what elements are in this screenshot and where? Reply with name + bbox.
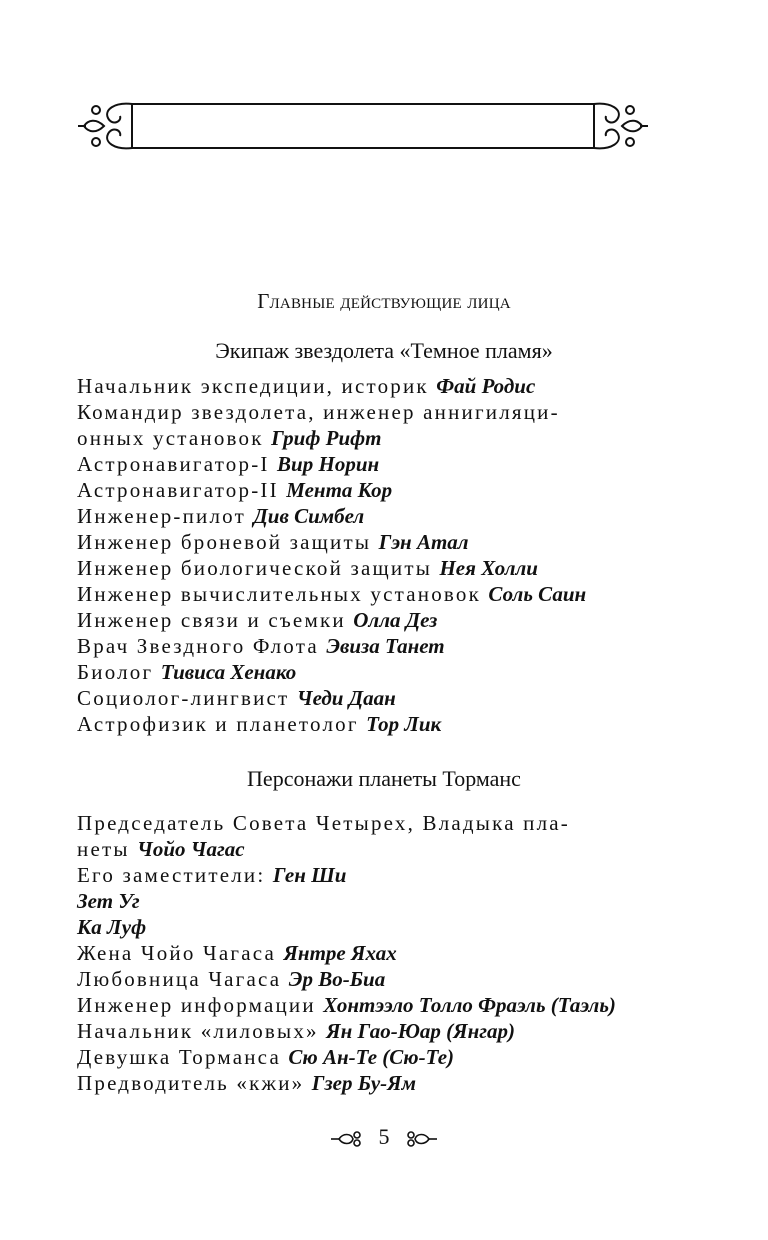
character-name: Фай Родис [436, 374, 536, 398]
character-role: Инженер броневой защиты [77, 530, 379, 554]
character-entry [77, 914, 717, 940]
character-entry [77, 685, 717, 711]
left-fleuron-icon [329, 1129, 363, 1149]
character-name: Гриф Рифт [271, 426, 382, 450]
character-role: Начальник «лиловых» [77, 1019, 327, 1043]
character-name: Нея Холли [439, 556, 538, 580]
character-name: Чойо Чагас [137, 837, 245, 861]
character-role: Инженер биологической защиты [77, 556, 440, 580]
character-name: Ка Луф [77, 915, 147, 939]
character-entry [77, 810, 717, 836]
character-role: Врач Звездного Флота [77, 634, 327, 658]
character-role: Социолог-лингвист [77, 686, 297, 710]
character-role: Инженер связи и съемки [77, 608, 354, 632]
character-role: Девушка Торманса [77, 1045, 289, 1069]
character-entry [77, 659, 717, 685]
character-entry [77, 477, 717, 503]
crew-list [77, 373, 717, 737]
character-name: Янтре Яхах [283, 941, 397, 965]
character-entry [77, 862, 717, 888]
character-name: Хонтээло Толло Фраэль (Таэль) [323, 993, 616, 1017]
character-role: Начальник экспедиции, историк [77, 374, 437, 398]
character-name: Эр Во-Биа [288, 967, 386, 991]
character-role: Биолог [77, 660, 161, 684]
character-role: Астрофизик и планетолог [77, 712, 367, 736]
character-role: Астронавигатор-II [77, 478, 287, 502]
character-name: Эвиза Танет [326, 634, 445, 658]
page-number: 5 [378, 1124, 390, 1149]
character-entry [77, 607, 717, 633]
character-name: Гэн Атал [378, 530, 469, 554]
character-role: Инженер вычислительных установок [77, 582, 489, 606]
character-entry [77, 940, 717, 966]
character-name: Тивиса Хенако [160, 660, 297, 684]
character-entry [77, 451, 717, 477]
character-role: Астронавигатор-I [77, 452, 278, 476]
character-entry [77, 836, 717, 862]
planet-characters-list [77, 810, 717, 1096]
character-entry [77, 888, 717, 914]
character-role: Любовница Чагаса [77, 967, 289, 991]
character-entry [77, 425, 717, 451]
character-entry [77, 399, 717, 425]
character-role: Предводитель «кжи» [77, 1071, 312, 1095]
character-role: Его заместители: [77, 863, 273, 887]
character-role: Инженер-пилот [77, 504, 254, 528]
character-role: Инженер информации [77, 993, 324, 1017]
character-name: Сю Ан-Те (Сю-Те) [288, 1045, 455, 1069]
character-entry [77, 529, 717, 555]
character-role: онных установок [77, 426, 272, 450]
character-role: неты [77, 837, 138, 861]
character-entry [77, 992, 717, 1018]
character-name: Ян Гао-Юар (Янгар) [326, 1019, 515, 1043]
character-entry [77, 1070, 717, 1096]
character-entry [77, 1044, 717, 1070]
character-name: Чеди Даан [296, 686, 396, 710]
character-name: Ген Ши [272, 863, 347, 887]
page-title: Главные действующие лица [257, 289, 511, 313]
character-entry [77, 633, 717, 659]
character-role: Командир звездолета, инженер аннигиляци- [77, 400, 560, 424]
character-name: Зет Уг [77, 889, 140, 913]
character-entry [77, 581, 717, 607]
character-entry [77, 555, 717, 581]
character-name: Мента Кор [286, 478, 393, 502]
character-role: Жена Чойо Чагаса [77, 941, 284, 965]
character-entry [77, 966, 717, 992]
page-footer [0, 1124, 768, 1150]
character-name: Див Симбел [253, 504, 365, 528]
character-name: Тор Лик [366, 712, 442, 736]
character-entry [77, 373, 717, 399]
character-name: Олла Дез [353, 608, 438, 632]
character-name: Гзер Бу-Ям [311, 1071, 416, 1095]
character-name: Вир Норин [277, 452, 380, 476]
header-ornament-frame [74, 96, 652, 156]
character-name: Соль Саин [488, 582, 587, 606]
right-fleuron-icon [405, 1129, 439, 1149]
character-role: Председатель Совета Четырех, Владыка пла- [77, 811, 570, 835]
character-entry [77, 1018, 717, 1044]
character-entry [77, 711, 717, 737]
crew-section-title: Экипаж звездолета «Темное пламя» [215, 338, 553, 363]
planet-section-title: Персонажи планеты Торманс [247, 766, 521, 791]
character-entry [77, 503, 717, 529]
